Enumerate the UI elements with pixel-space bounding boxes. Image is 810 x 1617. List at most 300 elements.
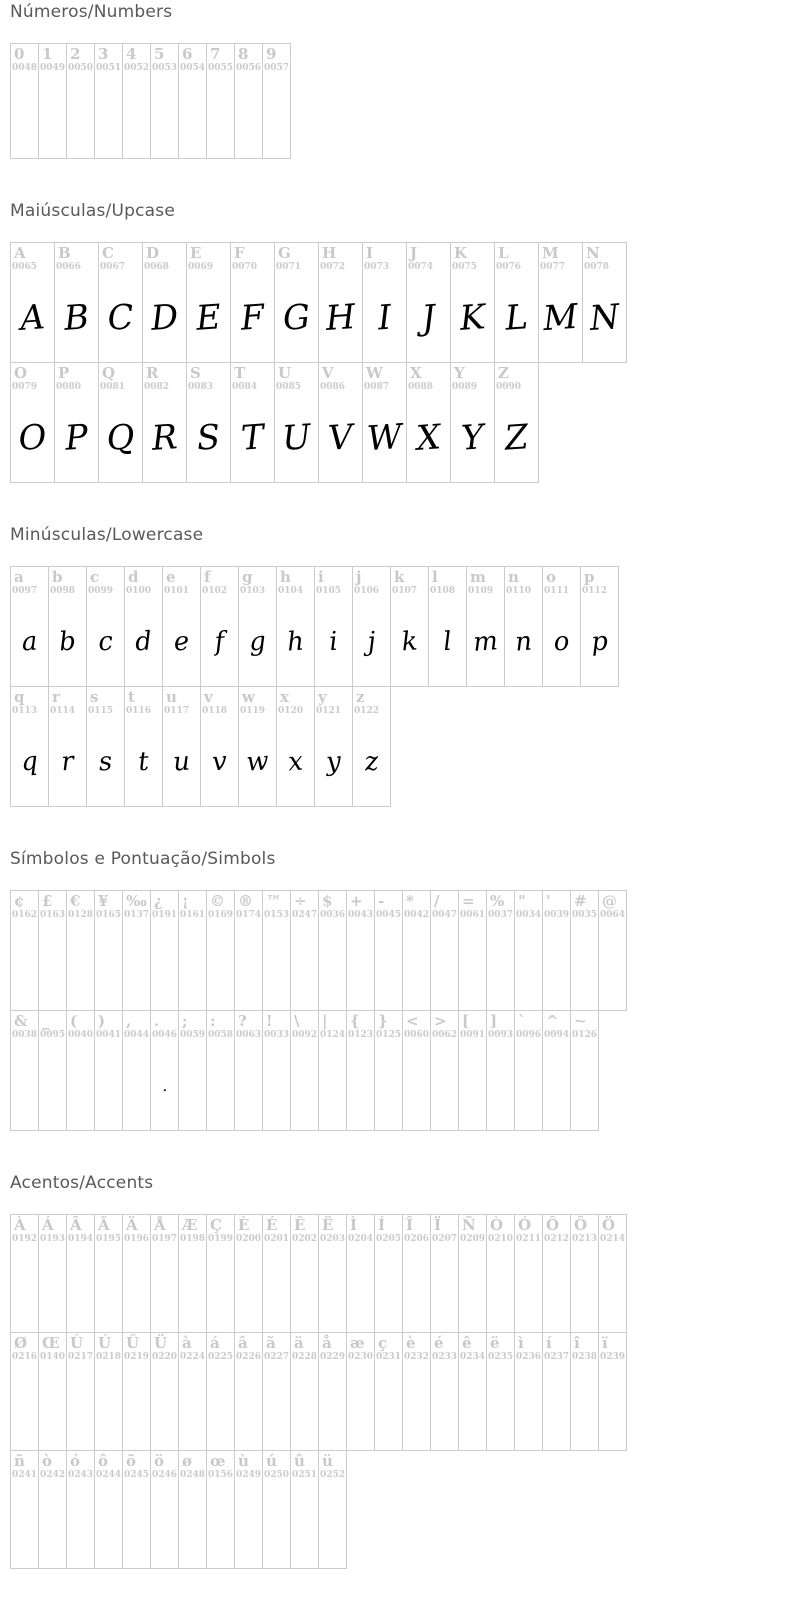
char-code: 0043 [348,910,374,920]
char-glyph [568,1040,601,1131]
char-label: ê [462,1334,472,1352]
char-glyph: s [97,746,114,777]
char-label: £ [42,892,53,910]
char-code: 0076 [496,262,522,272]
char-code: 0077 [540,262,566,272]
section-title-lowercase: Minúsculas/Lowercase [10,525,204,545]
section-accents [10,1173,810,1568]
char-code: 0099 [88,586,114,596]
char-cell-0035 [570,890,599,1011]
char-label: D [146,244,160,262]
char-code: 0162 [12,910,38,920]
char-label: P [58,364,70,382]
char-label: ` [518,1012,526,1030]
char-code: 0163 [40,910,66,920]
char-cell-0217 [66,1332,95,1451]
char-cell-0226 [234,1332,263,1451]
char-glyph: R [150,416,179,459]
char-code: 0207 [432,1234,458,1244]
char-cell-0241 [10,1450,39,1569]
char-code: 0074 [408,262,434,272]
char-glyph: M [541,296,580,339]
char-label: c [90,568,100,586]
char-code: 0062 [432,1030,458,1040]
char-label: : [210,1012,216,1030]
char-cell-0209 [458,1214,487,1333]
char-code: 0085 [276,382,302,392]
char-cell-0057 [262,43,291,159]
char-cell-0062 [430,1010,459,1131]
char-cell-0140 [38,1332,67,1451]
char-label: V [322,364,334,382]
char-code: 0194 [68,1234,94,1244]
char-code: 0109 [468,586,494,596]
char-code: 0201 [264,1234,290,1244]
char-label: 9 [266,45,277,63]
char-cell-0063 [234,1010,263,1131]
char-code: 0042 [404,910,430,920]
char-code: 0191 [152,910,178,920]
char-glyph: u [172,745,191,778]
char-code: 0195 [96,1234,122,1244]
char-label: Õ [574,1216,588,1234]
char-glyph: o [552,625,571,658]
char-label: k [394,568,405,586]
char-code: 0204 [348,1234,374,1244]
char-cell-0250 [262,1450,291,1569]
char-label: ñ [14,1452,25,1470]
char-code: 0140 [40,1352,66,1362]
char-glyph: r [60,746,75,777]
char-code: 0169 [208,910,234,920]
char-code: 0049 [40,63,66,73]
char-cell-0108 [428,566,467,687]
char-glyph: a [20,625,39,658]
char-cell-0165 [94,890,123,1011]
char-label: 0 [14,45,25,63]
char-cell-0213 [570,1214,599,1333]
char-cell-0089 [450,362,495,483]
char-cell-0196 [122,1214,151,1333]
char-cell-0034 [514,890,543,1011]
char-label: \ [294,1012,300,1030]
char-cell-0128 [66,890,95,1011]
char-cell-0042 [402,890,431,1011]
char-code: 0217 [68,1352,94,1362]
char-label: Ï [434,1216,442,1234]
char-cell-0118 [200,686,239,807]
char-code: 0248 [180,1470,206,1480]
glyph-grid-lowercase [10,566,650,806]
char-cell-0092 [290,1010,319,1131]
char-cell-0046 [150,1010,179,1131]
char-label: ¿ [154,892,163,910]
char-glyph: q [20,745,39,778]
char-cell-0096 [514,1010,543,1131]
char-label: T [234,364,246,382]
char-code: 0102 [202,586,228,596]
char-cell-0192 [10,1214,39,1333]
char-cell-0224 [178,1332,207,1451]
char-code: 0124 [320,1030,346,1040]
char-cell-0125 [374,1010,403,1131]
char-code: 0244 [96,1470,122,1480]
char-label: M [542,244,559,262]
char-label: & [14,1012,28,1030]
char-label: ¥ [98,892,109,910]
char-code: 0110 [506,586,532,596]
char-label: a [14,568,24,586]
char-label: = [462,892,475,910]
char-code: 0075 [452,262,478,272]
char-code: 0198 [180,1234,206,1244]
section-title-upcase: Maiúsculas/Upcase [10,201,175,221]
char-code: 0044 [124,1030,150,1040]
char-cell-0204 [346,1214,375,1333]
char-label: p [584,568,595,586]
char-cell-0098 [48,566,87,687]
char-label: 2 [70,45,81,63]
char-label: > [434,1012,447,1030]
char-code: 0081 [100,382,126,392]
char-code: 0128 [68,910,94,920]
char-cell-0205 [374,1214,403,1333]
char-cell-0228 [290,1332,319,1451]
char-cell-0087 [362,362,407,483]
char-code: 0071 [276,262,302,272]
char-glyph: H [324,296,357,339]
char-cell-0233 [430,1332,459,1451]
char-glyph: I [376,297,393,338]
char-code: 0227 [264,1352,290,1362]
char-label: y [318,688,327,706]
char-cell-0052 [122,43,151,159]
char-code: 0054 [180,63,206,73]
char-code: 0033 [264,1030,290,1040]
char-cell-0236 [514,1332,543,1451]
char-cell-0083 [186,362,231,483]
char-cell-0101 [162,566,201,687]
char-glyph: y [325,746,342,777]
char-label: ; [182,1012,188,1030]
char-cell-0235 [486,1332,515,1451]
char-code: 0035 [572,910,598,920]
char-code: 0065 [12,262,38,272]
char-code: 0225 [208,1352,234,1362]
char-code: 0200 [236,1234,262,1244]
char-glyph: G [281,296,312,339]
char-code: 0238 [572,1352,598,1362]
char-cell-0102 [200,566,239,687]
char-cell-0220 [150,1332,179,1451]
char-code: 0052 [124,63,150,73]
char-label: Q [102,364,116,382]
char-cell-0247 [290,890,319,1011]
char-cell-0231 [374,1332,403,1451]
char-label: r [52,688,60,706]
char-label: ™ [266,892,281,910]
char-glyph: F [239,296,266,339]
char-cell-0225 [206,1332,235,1451]
char-cell-0033 [262,1010,291,1131]
char-glyph: E [194,296,223,339]
char-label: ò [42,1452,53,1470]
char-glyph: W [365,416,404,459]
char-cell-0058 [206,1010,235,1131]
char-label: l [432,568,438,586]
char-code: 0119 [240,706,266,716]
char-code: 0059 [180,1030,206,1040]
char-label: h [280,568,291,586]
char-code: 0111 [544,586,570,596]
char-label: € [70,892,81,910]
char-cell-0085 [274,362,319,483]
char-cell-0067 [98,242,143,363]
char-glyph: L [503,296,530,339]
char-glyph: U [280,416,313,459]
char-code: 0214 [600,1234,626,1244]
char-cell-0124 [318,1010,347,1131]
char-glyph: d [134,625,153,658]
char-cell-0072 [318,242,363,363]
char-cell-0201 [262,1214,291,1333]
char-cell-0036 [318,890,347,1011]
char-code: 0101 [164,586,190,596]
char-cell-0126 [570,1010,599,1131]
char-label: Û [126,1334,140,1352]
char-glyph [596,920,629,1011]
char-label: Â [70,1216,82,1234]
char-glyph: J [420,297,437,338]
char-glyph: f [213,626,226,657]
char-code: 0199 [208,1234,234,1244]
char-cell-0243 [66,1450,95,1569]
char-label: % [490,892,505,910]
char-label: _ [42,1012,50,1030]
char-cell-0041 [94,1010,123,1131]
char-cell-0061 [458,890,487,1011]
char-code: 0068 [144,262,170,272]
char-cell-0039 [542,890,571,1011]
char-cell-0227 [262,1332,291,1451]
char-cell-0121 [314,686,353,807]
char-cell-0153 [262,890,291,1011]
char-code: 0243 [68,1470,94,1480]
char-cell-0237 [542,1332,571,1451]
char-cell-0199 [206,1214,235,1333]
char-label: ÷ [294,892,307,910]
char-cell-0200 [234,1214,263,1333]
char-cell-0234 [458,1332,487,1451]
char-code: 0079 [12,382,38,392]
char-label: ù [238,1452,249,1470]
char-glyph: A [18,296,47,339]
char-cell-0163 [38,890,67,1011]
char-code: 0066 [56,262,82,272]
char-code: 0056 [236,63,262,73]
char-cell-0037 [486,890,515,1011]
char-cell-0110 [504,566,543,687]
char-code: 0212 [544,1234,570,1244]
char-label: í [546,1334,552,1352]
char-code: 0233 [432,1352,458,1362]
char-cell-0207 [430,1214,459,1333]
char-cell-0214 [598,1214,627,1333]
char-code: 0234 [460,1352,486,1362]
char-cell-0120 [276,686,315,807]
char-label: 6 [182,45,193,63]
char-glyph: e [172,626,191,658]
char-glyph: Z [503,416,530,459]
char-glyph: c [97,626,114,657]
char-label: ? [238,1012,247,1030]
char-code: 0229 [320,1352,346,1362]
char-code: 0196 [124,1234,150,1244]
char-cell-0082 [142,362,187,483]
char-label: Ö [602,1216,616,1234]
char-cell-0218 [94,1332,123,1451]
char-label: ¢ [14,892,25,910]
char-label: J [410,244,418,262]
char-code: 0121 [316,706,342,716]
char-code: 0246 [152,1470,178,1480]
char-label: Ë [322,1216,334,1234]
char-cell-0095 [38,1010,67,1131]
char-label: ä [294,1334,304,1352]
section-symbols [10,849,810,1130]
char-code: 0125 [376,1030,402,1040]
char-label: Ô [546,1216,560,1234]
char-label: Ó [518,1216,532,1234]
char-cell-0106 [352,566,391,687]
char-glyph: Y [459,416,486,459]
char-code: 0226 [236,1352,262,1362]
char-label: ö [154,1452,165,1470]
char-glyph: i [328,626,339,657]
char-glyph: S [195,416,222,459]
char-label: @ [602,892,617,910]
char-glyph: j [366,626,377,657]
char-cell-0100 [124,566,163,687]
char-cell-0068 [142,242,187,363]
char-label: œ [210,1452,226,1470]
char-cell-0078 [582,242,627,363]
char-label: Œ [42,1334,60,1352]
char-label: Ç [210,1216,222,1234]
char-cell-0113 [10,686,49,807]
char-label: G [278,244,291,262]
char-label: L [498,244,509,262]
char-cell-0206 [402,1214,431,1333]
section-title-numbers: Números/Numbers [10,2,173,22]
char-label: Í [378,1216,386,1234]
char-code: 0063 [236,1030,262,1040]
char-cell-0080 [54,362,99,483]
char-label: Ì [350,1216,358,1234]
char-cell-0112 [580,566,619,687]
char-cell-0193 [38,1214,67,1333]
char-label: U [278,364,292,382]
char-cell-0105 [314,566,353,687]
char-glyph: g [248,625,267,658]
char-code: 0220 [152,1352,178,1362]
char-label: â [238,1334,248,1352]
char-label: v [204,688,213,706]
char-label: é [434,1334,444,1352]
char-label: Ã [98,1216,110,1234]
char-label: w [242,688,255,706]
char-cell-0195 [94,1214,123,1333]
char-label: à [182,1334,192,1352]
char-label: N [586,244,600,262]
char-label: K [454,244,468,262]
char-cell-0249 [234,1450,263,1569]
char-code: 0228 [292,1352,318,1362]
char-code: 0232 [404,1352,430,1362]
char-code: 0118 [202,706,228,716]
char-code: 0051 [96,63,122,73]
char-label: ç [378,1334,388,1352]
char-label: d [128,568,139,586]
char-code: 0048 [12,63,38,73]
char-cell-0038 [10,1010,39,1131]
glyph-grid-upcase [10,242,650,482]
char-label: Ù [70,1334,84,1352]
char-cell-0103 [238,566,277,687]
char-code: 0037 [488,910,514,920]
char-label: 1 [42,45,53,63]
char-cell-0174 [234,890,263,1011]
char-code: 0086 [320,382,346,392]
char-label: E [190,244,202,262]
char-code: 0137 [124,910,150,920]
char-label: g [242,568,253,586]
char-cell-0060 [402,1010,431,1131]
char-code: 0123 [348,1030,374,1040]
char-label: # [574,892,587,910]
char-code: 0202 [292,1234,318,1244]
char-label: 4 [126,45,137,63]
char-cell-0211 [514,1214,543,1333]
char-cell-0075 [450,242,495,363]
char-label: f [204,568,211,586]
char-label: ' [546,892,551,910]
char-label: b [52,568,63,586]
char-code: 0067 [100,262,126,272]
char-label: * [406,892,414,910]
char-cell-0212 [542,1214,571,1333]
glyph-grid-accents [10,1214,650,1568]
char-label: è [406,1334,416,1352]
char-cell-0056 [234,43,263,159]
char-code: 0097 [12,586,38,596]
char-code: 0093 [488,1030,514,1040]
char-code: 0082 [144,382,170,392]
char-label: Y [454,364,465,382]
char-cell-0081 [98,362,143,483]
char-code: 0106 [354,586,380,596]
char-cell-0097 [10,566,49,687]
char-cell-0076 [494,242,539,363]
char-label: { [350,1012,360,1030]
char-code: 0153 [264,910,290,920]
char-cell-0242 [38,1450,67,1569]
char-cell-0050 [66,43,95,159]
char-code: 0156 [208,1470,234,1480]
char-label: | [322,1012,328,1030]
char-code: 0087 [364,382,390,392]
char-glyph: . [161,1075,168,1096]
